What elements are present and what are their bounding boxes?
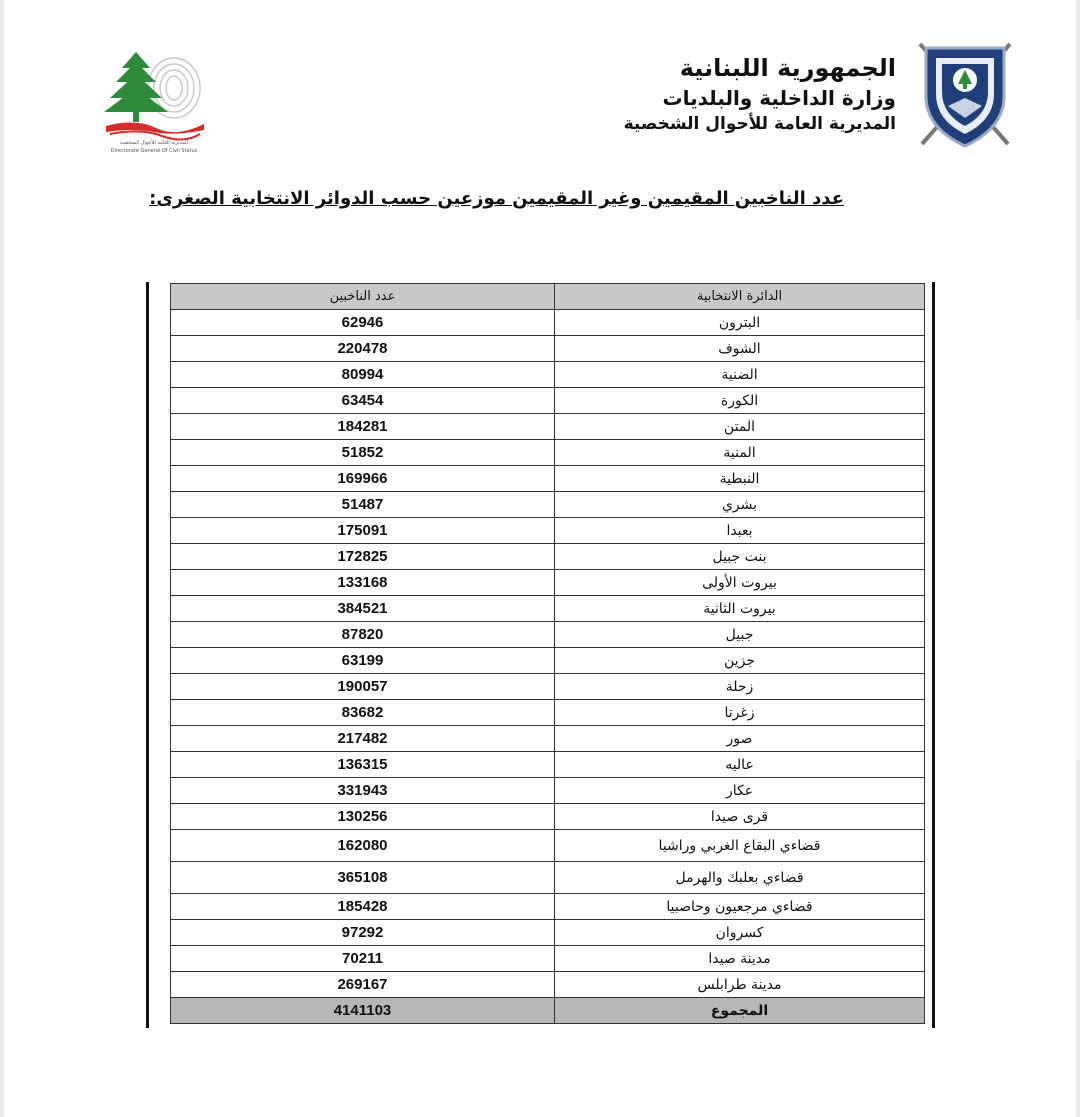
table-row xyxy=(171,972,925,998)
table-row xyxy=(171,388,925,414)
district-cell: قضاءي مرجعيون وحاصبيا xyxy=(555,894,925,920)
district-cell: جزين xyxy=(555,648,925,674)
table-row xyxy=(171,920,925,946)
voters-cell: 70211 xyxy=(171,946,555,972)
district-cell: قرى صيدا xyxy=(555,804,925,830)
logo-caption: Directorate General Of Civil Status xyxy=(110,148,198,154)
voters-cell: 172825 xyxy=(171,544,555,570)
district-cell: الكورة xyxy=(555,388,925,414)
district-cell: قضاءي بعلبك والهرمل xyxy=(555,862,925,894)
table-left-border xyxy=(146,282,149,1028)
district-cell: مدينة صيدا xyxy=(555,946,925,972)
district-cell: عاليه xyxy=(555,752,925,778)
table-row xyxy=(171,674,925,700)
district-cell: مدينة طرابلس xyxy=(555,972,925,998)
voters-cell: 331943 xyxy=(171,778,555,804)
table-row xyxy=(171,894,925,920)
district-cell: المنية xyxy=(555,440,925,466)
voters-cell: 384521 xyxy=(171,596,555,622)
total-label-cell: المجموع xyxy=(555,998,925,1024)
voters-cell: 133168 xyxy=(171,570,555,596)
voters-cell: 169966 xyxy=(171,466,555,492)
table-row xyxy=(171,778,925,804)
district-cell: النبطية xyxy=(555,466,925,492)
table-row xyxy=(171,362,925,388)
table-row xyxy=(171,466,925,492)
district-cell: بنت جبيل xyxy=(555,544,925,570)
header-district: الدائرة الانتخابية xyxy=(555,284,925,310)
header-republic: الجمهورية اللبنانية xyxy=(679,54,896,82)
table-row xyxy=(171,726,925,752)
voters-cell: 365108 xyxy=(171,862,555,894)
table-total-row xyxy=(171,998,925,1024)
table-row xyxy=(171,336,925,362)
district-cell: البترون xyxy=(555,310,925,336)
table-row xyxy=(171,830,925,862)
voters-cell: 62946 xyxy=(171,310,555,336)
voters-cell: 87820 xyxy=(171,622,555,648)
table-row xyxy=(171,862,925,894)
voters-table xyxy=(170,283,925,1024)
voters-cell: 136315 xyxy=(171,752,555,778)
voters-cell: 97292 xyxy=(171,920,555,946)
table-row xyxy=(171,310,925,336)
table-row xyxy=(171,804,925,830)
document-title: عدد الناخبين المقيمين وغير المقيمين موزعين حسب الدوائر الانتخابية الصغرى: xyxy=(149,188,844,209)
table-row xyxy=(171,700,925,726)
district-cell: بعبدا xyxy=(555,518,925,544)
voters-cell: 63454 xyxy=(171,388,555,414)
table-row xyxy=(171,440,925,466)
voters-cell: 185428 xyxy=(171,894,555,920)
header-ministry: وزارة الداخلية والبلديات xyxy=(662,86,896,110)
table-right-border xyxy=(932,282,935,1028)
district-cell: عكار xyxy=(555,778,925,804)
voters-cell: 175091 xyxy=(171,518,555,544)
voters-cell: 217482 xyxy=(171,726,555,752)
table-header-row xyxy=(171,284,925,310)
table-row xyxy=(171,752,925,778)
internal-security-shield-icon xyxy=(912,36,1018,152)
voters-cell: 162080 xyxy=(171,830,555,862)
voters-cell: 51487 xyxy=(171,492,555,518)
table-row xyxy=(171,622,925,648)
district-cell: جبيل xyxy=(555,622,925,648)
table-row xyxy=(171,492,925,518)
voters-cell: 130256 xyxy=(171,804,555,830)
voters-cell: 190057 xyxy=(171,674,555,700)
page-edge xyxy=(1076,320,1080,760)
civil-status-logo-icon xyxy=(96,48,212,156)
voters-cell: 220478 xyxy=(171,336,555,362)
table-row xyxy=(171,946,925,972)
voters-cell: 80994 xyxy=(171,362,555,388)
table-row xyxy=(171,414,925,440)
ministry-header xyxy=(624,52,896,136)
district-cell: كسروان xyxy=(555,920,925,946)
district-cell: بيروت الثانية xyxy=(555,596,925,622)
table-row xyxy=(171,596,925,622)
header-voters-count: عدد الناخبين xyxy=(171,284,555,310)
district-cell: بشري xyxy=(555,492,925,518)
total-voters-cell: 4141103 xyxy=(171,998,555,1024)
voters-cell: 63199 xyxy=(171,648,555,674)
logo-caption-arabic: المديرية العامة للأحوال الشخصية xyxy=(120,140,188,146)
district-cell: المتن xyxy=(555,414,925,440)
district-cell: زغرتا xyxy=(555,700,925,726)
district-cell: قضاءي البقاع الغربي وراشيا xyxy=(555,830,925,862)
district-cell: صور xyxy=(555,726,925,752)
district-cell: بيروت الأولى xyxy=(555,570,925,596)
district-cell: الضنية xyxy=(555,362,925,388)
table-row xyxy=(171,648,925,674)
table-row xyxy=(171,518,925,544)
table-row xyxy=(171,570,925,596)
table-row xyxy=(171,544,925,570)
voters-cell: 51852 xyxy=(171,440,555,466)
voters-cell: 269167 xyxy=(171,972,555,998)
header-directorate: المديرية العامة للأحوال الشخصية xyxy=(623,114,896,134)
voters-cell: 83682 xyxy=(171,700,555,726)
district-cell: زحلة xyxy=(555,674,925,700)
district-cell: الشوف xyxy=(555,336,925,362)
voters-cell: 184281 xyxy=(171,414,555,440)
